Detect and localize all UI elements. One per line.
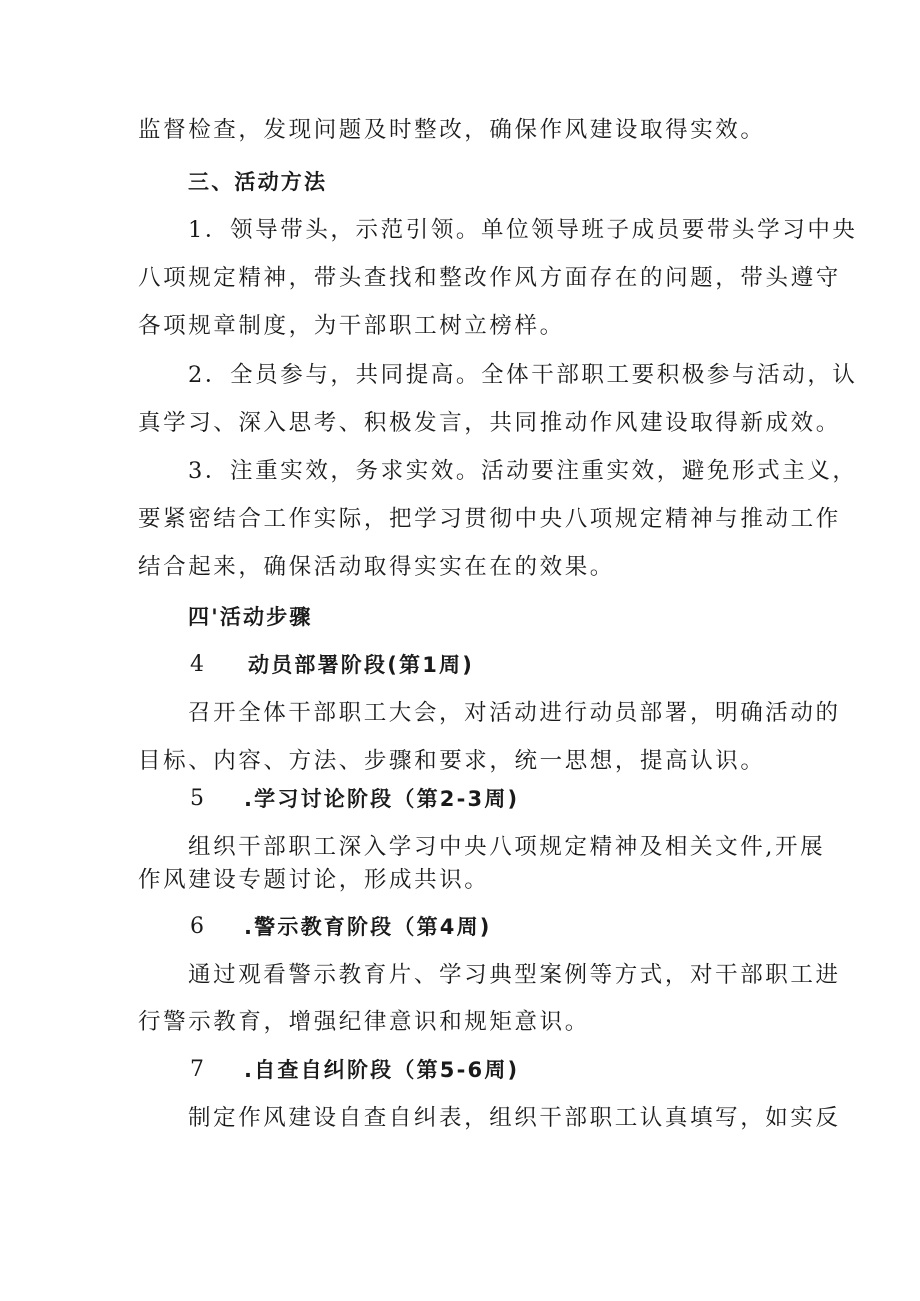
stage-1-heading: 动员部署阶段(第1周) (248, 653, 475, 677)
method-1-line-1: 1．领导带头，示范引领。单位领导班子成员要带头学习中央 (188, 217, 858, 243)
method-3-line-2: 要紧密结合工作实际，把学习贯彻中央八项规定精神与推动工作 (138, 506, 841, 532)
method-2-line-2: 真学习、深入思考、积极发言，共同推动作风建设取得新成效。 (138, 410, 841, 436)
stage-4-number: 7 (190, 1057, 204, 1082)
stage-2-number: 5 (190, 786, 204, 811)
stage-3-line-2: 行警示教育，增强纪律意识和规矩意识。 (138, 1009, 590, 1035)
method-3-line-1: 3．注重实效，务求实效。活动要注重实效，避免形式主义， (188, 458, 858, 484)
stage-2-heading: .学习讨论阶段（第2-3周) (244, 787, 520, 811)
method-1-line-2: 八项规定精神，带头查找和整改作风方面存在的问题，带头遵守 (138, 265, 841, 291)
stage-3-number: 6 (190, 914, 204, 939)
stage-1-line-2: 目标、内容、方法、步骤和要求，统一思想，提高认识。 (138, 748, 766, 774)
stage-2-line-2: 作风建设专题讨论，形成共识。 (138, 867, 490, 893)
stage-3-heading: .警示教育阶段（第4周) (244, 915, 492, 939)
stage-1-line-1: 召开全体干部职工大会，对活动进行动员部署，明确活动的 (188, 700, 841, 726)
section-3-title: 三、活动方法 (188, 170, 328, 194)
stage-4-line-1: 制定作风建设自查自纠表，组织干部职工认真填写，如实反 (188, 1105, 841, 1131)
method-3-line-3: 结合起来，确保活动取得实实在在的效果。 (138, 554, 615, 580)
section-4-title: 四'活动步骤 (188, 605, 313, 629)
paragraph-intro-tail: 监督检查，发现问题及时整改，确保作风建设取得实效。 (138, 117, 766, 143)
stage-2-line-1: 组织干部职工深入学习中央八项规定精神及相关文件,开展 (188, 834, 826, 860)
method-2-line-1: 2．全员参与，共同提高。全体干部职工要积极参与活动，认 (188, 362, 858, 388)
stage-4-heading: .自查自纠阶段（第5-6周) (244, 1058, 520, 1082)
stage-1-number: 4 (190, 652, 204, 677)
stage-3-line-1: 通过观看警示教育片、学习典型案例等方式，对干部职工进 (188, 962, 841, 988)
method-1-line-3: 各项规章制度，为干部职工树立榜样。 (138, 313, 565, 339)
